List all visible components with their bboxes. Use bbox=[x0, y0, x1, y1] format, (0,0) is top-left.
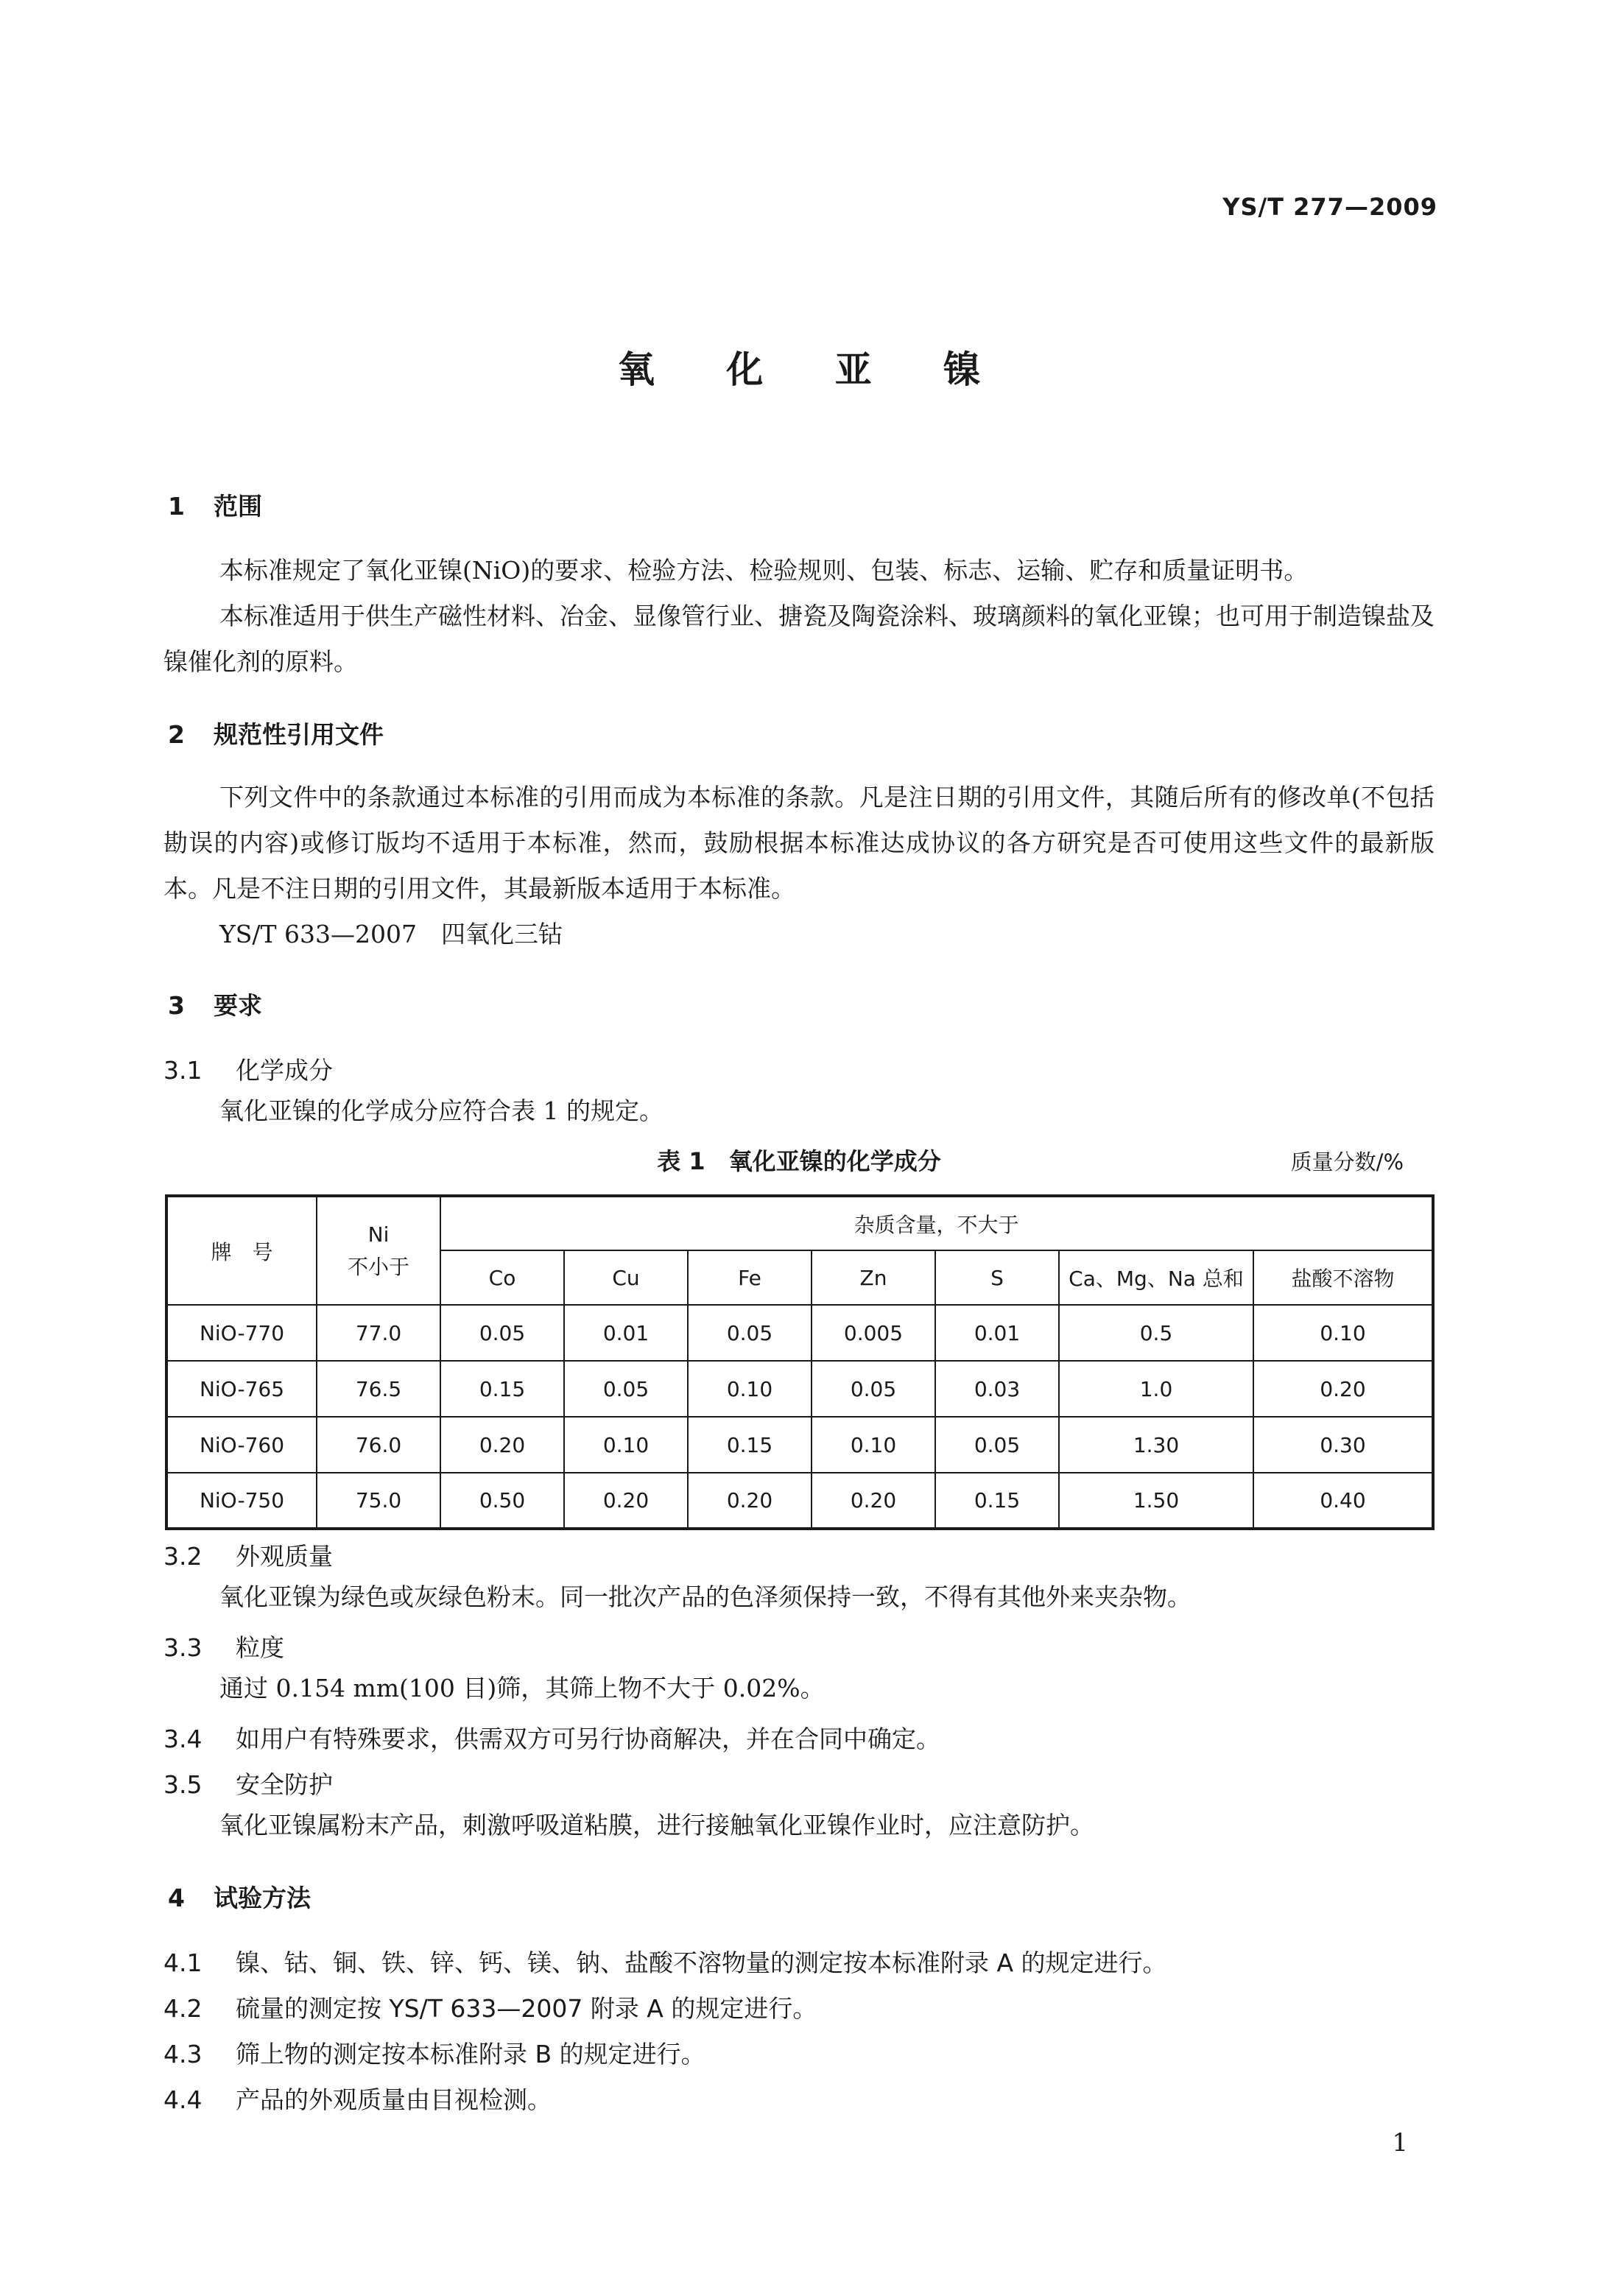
section-2-heading bbox=[168, 716, 384, 750]
subsection-4-3 bbox=[163, 2035, 705, 2070]
subsection-title: 粒度 bbox=[236, 1633, 284, 1662]
table-header-impurity: 杂质含量，不大于 bbox=[440, 1196, 1433, 1250]
subsection-number: 3.5 bbox=[163, 1770, 203, 1799]
subsection-3-1-heading bbox=[163, 1052, 333, 1086]
table-cell: 0.20 bbox=[564, 1473, 688, 1529]
table-unit: 质量分数/% bbox=[1290, 1149, 1404, 1175]
table-row bbox=[166, 1361, 1433, 1417]
table-cell: 0.10 bbox=[1253, 1305, 1433, 1361]
subsection-number: 3.3 bbox=[163, 1633, 203, 1662]
table-cell: 0.15 bbox=[688, 1417, 812, 1473]
table-header-s: S bbox=[935, 1250, 1059, 1305]
table-cell: 1.30 bbox=[1059, 1417, 1253, 1473]
paragraph: 下列文件中的条款通过本标准的引用而成为本标准的条款。凡是注日期的引用文件，其随后所有的修改单(不包括勘误的内容)或修订版均不适用于本标准，然而，鼓励根据本标准达成协议的各方研究是否可使用这些文件的最新版本。凡是不注日期的引用文件，其最新版本适用于本标准。 bbox=[163, 783, 1435, 903]
table-cell: 0.05 bbox=[440, 1305, 564, 1361]
table-header-cu: Cu bbox=[564, 1250, 688, 1305]
table-cell: 1.0 bbox=[1059, 1361, 1253, 1417]
section-number: 3 bbox=[168, 991, 185, 1020]
table-cell: 77.0 bbox=[317, 1305, 440, 1361]
table-cell: 0.5 bbox=[1059, 1305, 1253, 1361]
table-cell: 0.005 bbox=[812, 1305, 935, 1361]
table-header-grade: 牌 号 bbox=[166, 1196, 317, 1305]
table-cell: 0.20 bbox=[688, 1473, 812, 1529]
table-header-co: Co bbox=[440, 1250, 564, 1305]
table-cell: 0.05 bbox=[688, 1305, 812, 1361]
table-cell: NiO-765 bbox=[166, 1361, 317, 1417]
table-row bbox=[166, 1473, 1433, 1529]
table-cell: 75.0 bbox=[317, 1473, 440, 1529]
section-title: 范围 bbox=[214, 492, 262, 521]
table-cell: 0.15 bbox=[440, 1361, 564, 1417]
table-row bbox=[166, 1305, 1433, 1361]
table-cell: 0.05 bbox=[812, 1361, 935, 1417]
table-cell: 0.30 bbox=[1253, 1417, 1433, 1473]
table-cell: 0.03 bbox=[935, 1361, 1059, 1417]
table-header-fe: Fe bbox=[688, 1250, 812, 1305]
table-cell: 0.10 bbox=[688, 1361, 812, 1417]
section-title: 规范性引用文件 bbox=[214, 720, 384, 749]
subsection-text: 硫量的测定按 YS/T 633—2007 附录 A 的规定进行。 bbox=[236, 1994, 817, 2023]
subsection-number: 4.2 bbox=[163, 1994, 203, 2023]
section-title: 要求 bbox=[214, 991, 262, 1020]
subsection-number: 3.2 bbox=[163, 1542, 203, 1571]
table-header-acid-insoluble: 盐酸不溶物 bbox=[1253, 1250, 1433, 1305]
subsection-3-3-heading bbox=[163, 1629, 284, 1663]
table-cell: 0.10 bbox=[812, 1417, 935, 1473]
paragraph: 氧化亚镍的化学成分应符合表 1 的规定。 bbox=[219, 1096, 664, 1125]
section-4-heading bbox=[168, 1879, 311, 1914]
subsection-3-5-heading bbox=[163, 1766, 333, 1800]
table-cell: 0.50 bbox=[440, 1473, 564, 1529]
table-header-ni bbox=[317, 1196, 440, 1305]
table-header-zn: Zn bbox=[812, 1250, 935, 1305]
subsection-number: 3.1 bbox=[163, 1056, 203, 1085]
paragraph: 氧化亚镍为绿色或灰绿色粉末。同一批次产品的色泽须保持一致，不得有其他外来夹杂物。 bbox=[219, 1582, 1192, 1611]
table-cell: 0.05 bbox=[935, 1417, 1059, 1473]
section-title: 试验方法 bbox=[214, 1884, 311, 1912]
subsection-text: 如用户有特殊要求，供需双方可另行协商解决，并在合同中确定。 bbox=[236, 1725, 940, 1753]
section-number: 1 bbox=[168, 492, 185, 521]
subsection-title: 外观质量 bbox=[236, 1542, 333, 1571]
table-cell: NiO-760 bbox=[166, 1417, 317, 1473]
table-cell: NiO-770 bbox=[166, 1305, 317, 1361]
table-header-ni-limit: 不小于 bbox=[347, 1254, 409, 1279]
table-row bbox=[166, 1417, 1433, 1473]
reference-item: YS/T 633—2007 四氧化三钴 bbox=[219, 920, 563, 948]
table-cell: 76.0 bbox=[317, 1417, 440, 1473]
paragraph: 本标准适用于供生产磁性材料、冶金、显像管行业、搪瓷及陶瓷涂料、玻璃颜料的氧化亚镍；也可用于制造镍盐及镍催化剂的原料。 bbox=[163, 602, 1435, 676]
table-cell: 0.05 bbox=[564, 1361, 688, 1417]
subsection-4-1 bbox=[163, 1944, 1167, 1979]
subsection-number: 4.4 bbox=[163, 2085, 203, 2114]
subsection-3-4 bbox=[163, 1720, 940, 1755]
table-cell: 0.20 bbox=[812, 1473, 935, 1529]
table-cell: 0.20 bbox=[440, 1417, 564, 1473]
table-header-ca-mg-na: Ca、Mg、Na 总和 bbox=[1059, 1250, 1253, 1305]
table-cell: 0.10 bbox=[564, 1417, 688, 1473]
section-number: 2 bbox=[168, 720, 185, 749]
table-cell: 0.15 bbox=[935, 1473, 1059, 1529]
section-number: 4 bbox=[168, 1884, 185, 1912]
paragraph: 本标准规定了氧化亚镍(NiO)的要求、检验方法、检验规则、包装、标志、运输、贮存和质量证明书。 bbox=[219, 556, 1309, 585]
chemical-composition-table bbox=[165, 1194, 1435, 1530]
document-title: 氧 化 亚 镍 bbox=[617, 348, 1010, 391]
table-header-ni-element: Ni bbox=[367, 1222, 390, 1247]
subsection-4-4 bbox=[163, 2081, 552, 2116]
section-3-heading bbox=[168, 987, 262, 1021]
table-cell: 0.20 bbox=[1253, 1361, 1433, 1417]
subsection-4-2 bbox=[163, 1990, 817, 2024]
subsection-text: 镍、钴、铜、铁、锌、钙、镁、钠、盐酸不溶物量的测定按本标准附录 A 的规定进行。 bbox=[236, 1948, 1167, 1977]
page-number: 1 bbox=[1392, 2128, 1408, 2158]
standard-code: YS/T 277—2009 bbox=[1222, 193, 1437, 221]
table-cell: 0.01 bbox=[564, 1305, 688, 1361]
table-cell: NiO-750 bbox=[166, 1473, 317, 1529]
subsection-number: 4.3 bbox=[163, 2040, 203, 2068]
section-1-heading bbox=[168, 487, 262, 522]
table-cell: 1.50 bbox=[1059, 1473, 1253, 1529]
table-caption: 表 1 氧化亚镍的化学成分 bbox=[657, 1147, 941, 1175]
table-cell: 76.5 bbox=[317, 1361, 440, 1417]
subsection-text: 产品的外观质量由目视检测。 bbox=[236, 2085, 552, 2114]
table-cell: 0.01 bbox=[935, 1305, 1059, 1361]
subsection-3-2-heading bbox=[163, 1538, 333, 1572]
paragraph: 通过 0.154 mm(100 目)筛，其筛上物不大于 0.02%。 bbox=[219, 1674, 825, 1702]
paragraph: 氧化亚镍属粉末产品，刺激呼吸道粘膜，进行接触氧化亚镍作业时，应注意防护。 bbox=[219, 1811, 1094, 1839]
subsection-number: 3.4 bbox=[163, 1725, 203, 1753]
table-cell: 0.40 bbox=[1253, 1473, 1433, 1529]
subsection-title: 安全防护 bbox=[236, 1770, 333, 1799]
subsection-text: 筛上物的测定按本标准附录 B 的规定进行。 bbox=[236, 2040, 705, 2068]
subsection-number: 4.1 bbox=[163, 1948, 203, 1977]
subsection-title: 化学成分 bbox=[236, 1056, 333, 1085]
